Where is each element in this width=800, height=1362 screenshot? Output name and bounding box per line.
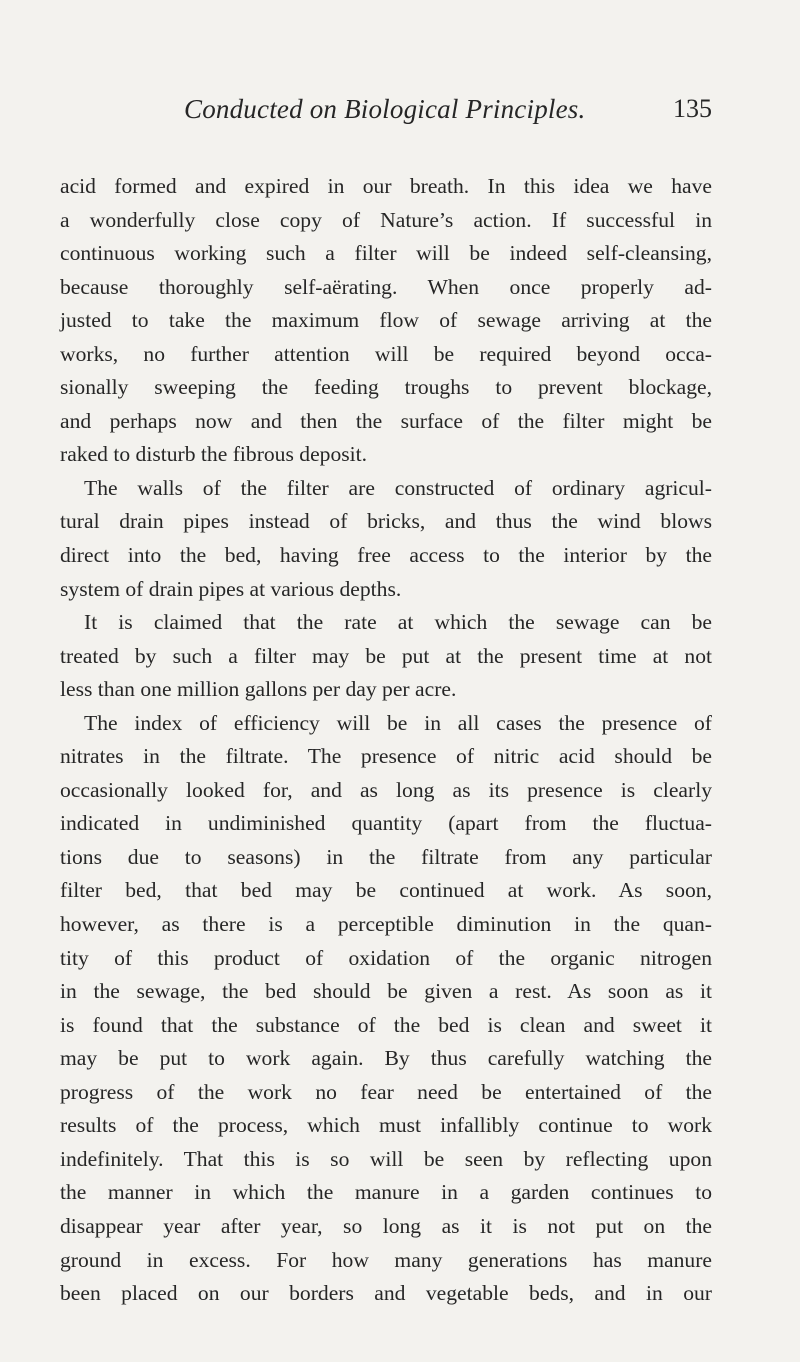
text-line: may be put to work again. By thus carefully watching the <box>60 1046 712 1071</box>
text-line: a wonderfully close copy of Nature’s action. If successful in <box>60 207 712 232</box>
text-line: ground in excess. For how many generations has manure <box>60 1247 712 1272</box>
text-line: less than one million gallons per day per acre. <box>60 677 457 702</box>
text-line: continuous working such a filter will be indeed self-cleansing, <box>60 241 712 266</box>
text-line: The walls of the filter are constructed of ordinary agricul- <box>84 475 712 500</box>
text-line: treated by such a filter may be put at the present time at not <box>60 643 712 668</box>
text-line: tity of this product of oxidation of the organic nitrogen <box>60 945 712 970</box>
body-text <box>60 170 712 1311</box>
text-line: occasionally looked for, and as long as its presence is clearly <box>60 777 712 802</box>
text-line: tions due to seasons) in the filtrate from any particular <box>60 844 712 869</box>
page-header <box>60 94 712 134</box>
text-line: indefinitely. That this is so will be seen by reflecting upon <box>60 1146 712 1171</box>
text-line: system of drain pipes at various depths. <box>60 576 402 601</box>
text-line: been placed on our borders and vegetable beds, and in our <box>60 1281 712 1306</box>
text-line: works, no further attention will be required beyond occa- <box>60 341 712 366</box>
text-line: indicated in undiminished quantity (apart from the fluctua- <box>60 811 712 836</box>
text-line: results of the process, which must infallibly continue to work <box>60 1113 712 1138</box>
text-line: filter bed, that bed may be continued at work. As soon, <box>60 878 712 903</box>
text-line: sionally sweeping the feeding troughs to prevent blockage, <box>60 375 712 400</box>
page-number: 135 <box>673 94 712 123</box>
text-line: in the sewage, the bed should be given a rest. As soon as it <box>60 979 712 1004</box>
text-line: It is claimed that the rate at which the sewage can be <box>84 610 712 635</box>
text-line: justed to take the maximum flow of sewage arriving at the <box>60 308 712 333</box>
text-line: progress of the work no fear need be entertained of the <box>60 1079 712 1104</box>
text-line: is found that the substance of the bed is clean and sweet it <box>60 1012 712 1037</box>
text-line: and perhaps now and then the surface of the filter might be <box>60 408 712 433</box>
text-line: the manner in which the manure in a garden continues to <box>60 1180 712 1205</box>
text-line: disappear year after year, so long as it is not put on the <box>60 1213 712 1238</box>
text-line: however, as there is a perceptible diminution in the quan- <box>60 912 712 937</box>
text-line: raked to disturb the fibrous deposit. <box>60 442 368 467</box>
running-head: Conducted on Biological Principles. <box>184 94 586 124</box>
text-line: acid formed and expired in our breath. In this idea we have <box>60 174 712 198</box>
text-line: The index of efficiency will be in all cases the presence of <box>84 710 712 735</box>
text-line: nitrates in the filtrate. The presence of nitric acid should be <box>60 744 712 769</box>
text-line: direct into the bed, having free access to the interior by the <box>60 543 712 568</box>
text-line: tural drain pipes instead of bricks, and thus the wind blows <box>60 509 712 534</box>
text-line: because thoroughly self-aërating. When once properly ad- <box>60 274 712 299</box>
